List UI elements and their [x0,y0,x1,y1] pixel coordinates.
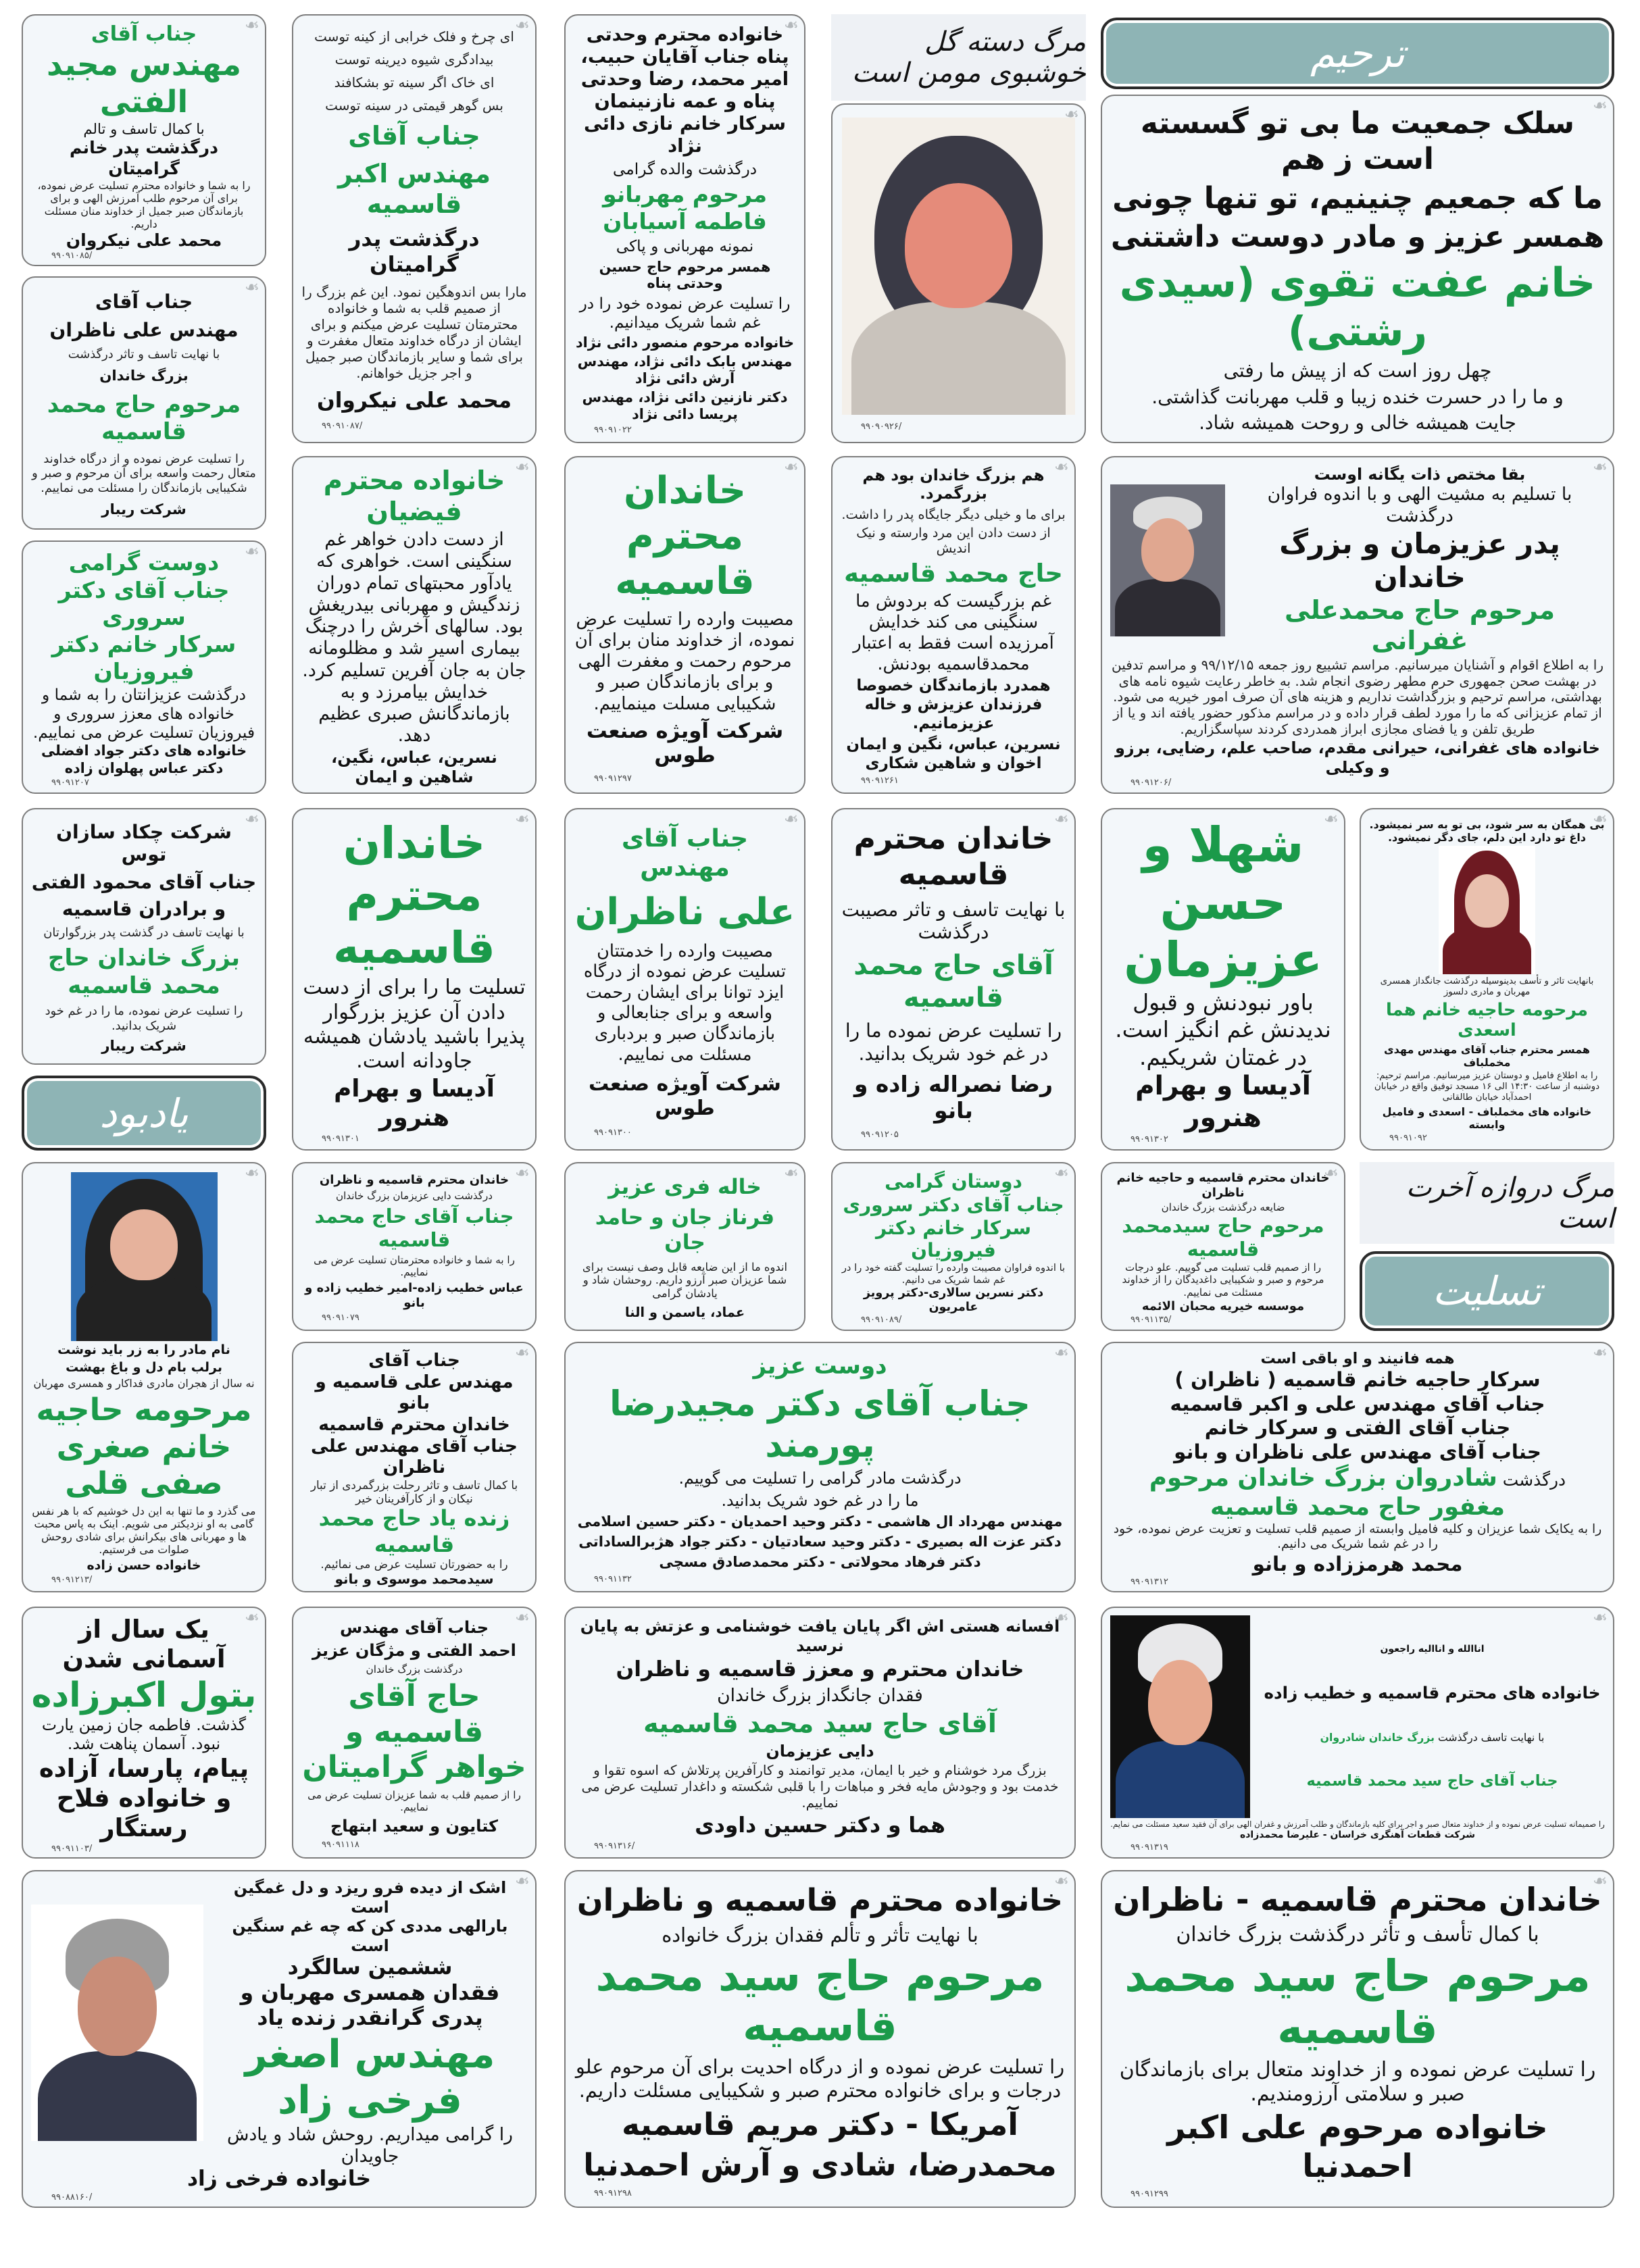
condolence-ad [22,1607,266,1859]
bold-text: نسرین، عباس، نگین، شاهین و ایمان [331,748,497,787]
heading-text: جناب آقای مهندس [339,1617,489,1637]
deceased-name: مرحوم حاج سید محمد قاسمیه [595,1951,1045,2050]
bold-text: همه فانیند و او باقی است [1260,1350,1455,1368]
small-text: ای خاک اگر سینه تو بشکافند [334,74,495,91]
heading-text: ما که جمعیم چنینیم، تو تنها چونی [1112,180,1603,216]
bold-text: موسسه خیریه محبان الائمه [1141,1299,1305,1313]
small-text: بانهایت تاثر و تأسف بدینوسیله درگذشت جانگداز همسری مهربان و مادری دلسوز [1380,976,1594,997]
ad-reference-number: ۹۹۰۹۱۲۹۸ [594,2188,632,2198]
highlight-name: دوست گرامی [68,549,220,576]
banner-title: مرگ دروازه آخرت است [1406,1171,1614,1234]
heading-text: فقدان همسری مهربان و پدری گرانقدر زنده یاد [240,1980,500,2031]
body-text: نمونه مهربانی و پاکی [616,237,754,256]
body-text: درگذشت عزیزانتان را به شما و خانواده های معزز سروری و فیروزیان تسلیت عرض می نماییم. [32,685,255,742]
condolence-ad [1101,456,1614,794]
bold-text: برلب بام دل و باغ بهشت [66,1359,222,1375]
ad-reference-number: ۹۹۰۹۱۳۱۲ [1130,1576,1168,1587]
bold-text: بزرگ خاندان [99,368,189,385]
condolence-ad [564,1162,805,1331]
small-text: را تسلیت عرض نموده و از درگاه خداوند متعال رحمت واسعه برای آن مرحوم و صبر و شکیبایی بازماندگان را مسئلت می نماییم. [32,451,256,495]
small-text: با کمال تاسف و تاثر رحلت بزرگمردی از تبار نیکان و از کارآفرینان خیر [310,1478,518,1506]
condolence-ad [564,1870,1076,2208]
condolence-ad [22,276,266,530]
ad-reference-number: ۹۹۰۹۱۲۱۳/ [51,1575,93,1586]
portrait-photo [1110,484,1225,636]
body-text: را تسلیت عرض نموده خود را در غم شما شریک میدانیم. [579,294,791,332]
small-text: بس گوهر قیمتی در سینه توست [325,97,503,114]
body-text: درگذشت والده گرامی [612,159,757,178]
ad-reference-number: ۹۹۰۹۱۰۲۲ [594,425,632,436]
deceased-name: جناب آقای دکتر مجیدرضا پورمند [610,1384,1030,1465]
heading-text: خاندان محترم و معزز قاسمیه و ناظران [616,1657,1024,1682]
heading-text: شرکت آویژه صنعت طوس [589,1072,781,1120]
photo-header-row [31,1878,527,2167]
body-text: باور نبودنش و قبول ندیدنش غم انگیز است. [1115,989,1331,1043]
heading-text: سرکار حاجیه خانم قاسمیه ( ناظران ) [1174,1368,1541,1392]
photo-side-text [213,1878,527,2167]
bold-text: عماد، یاسمن و النا [624,1305,745,1321]
condolence-ad [292,14,537,443]
highlight-name: جناب آقای دکتر سروری [58,576,230,630]
bold-text: همدرد بازماندگان خصوصا فرزندان عزیزش و خاله عزیزمانیم. [856,677,1051,732]
banner-title: ترحیم [1310,30,1406,76]
highlight-name: دوست عزیز [753,1353,887,1380]
body-text: با نهایت تاسف و تاثر مصیبت درگذشت [841,898,1066,944]
body-text: چهل روز است که از پیش ما رفتی [1223,359,1492,382]
ad-reference-number: ۹۹۰۹۱۲۹۷ [594,774,632,784]
section-banner [1101,18,1614,89]
heading-text: جناب آقای [95,290,193,313]
heading-text: خاندان محترم قاسمیه [853,822,1053,892]
small-text: با اندوه فراوان مصیبت وارده را تسلیت گفته خود را در غم شما شریک می دانیم. [841,1262,1066,1286]
ad-reference-number: ۹۹۰۹۱۳۱۶/ [594,1840,635,1851]
highlight-name: مرحوم مهربانو فاطمه آسیابان [602,181,768,235]
bold-text: خانواده های مخملباف - اسعدی و فامیل وابسته [1382,1105,1592,1132]
calligraphy-quote [831,14,1086,101]
heading-text: ششمین سالگرد [287,1955,453,1980]
body-text: با نهایت تاسف درگذشت [1434,1730,1545,1744]
body-text: درگذشت [1497,1470,1566,1490]
highlight-name: مهندس اکبر قاسمیه [337,158,491,220]
body-text: فقدان جانگداز بزرگ خاندان [717,1684,923,1706]
ad-reference-number: ۹۹۰۹۱۲۰۵ [861,1129,899,1140]
condolence-ad [292,456,537,794]
body-text: را تسلیت عرض نموده و از درگاه احدیت برای آن مرحوم علو درجات و برای خانواده محترم صبر و شکیبایی مسئلت داریم. [575,2055,1065,2102]
condolence-ad [831,456,1076,794]
ad-reference-number: ۹۹۰۹۱۲۶۱ [861,776,899,786]
body-text: ما را در غم خود شریک بدانید. [721,1491,919,1511]
condolence-ad [292,1162,537,1331]
heading-text: خانواده مرحوم علی اکبر احمدنیا [1167,2109,1548,2185]
deceased-name: حاج آقای قاسمیه و خواهر گرامیتان [302,1679,526,1785]
deceased-name: خاندان محترم قاسمیه [333,817,495,974]
highlight-name: سرکار خانم دکتر فیروزیان [875,1216,1032,1262]
condolence-ad [1101,808,1345,1151]
portrait-photo [842,118,1075,415]
small-text: بزرگ مرد خوشنام و خیر با ایمان، مدیر توانمند و کارآفرین پرتلاش که اسوه تقوا و خدمت بود و وجودش مایه فخر و مباهات را با قلبی شکسته و داغدار تسلیت عرض می نماییم. [581,1762,1059,1811]
highlight-name: حاج محمد قاسمیه [844,559,1063,588]
highlight-name: سرکار خانم دکتر فیروزیان [51,631,237,685]
heading-text: محمدرضا، شادی و آرش احمدنیا [583,2147,1057,2184]
ad-reference-number: ۹۹۰۹۱۰۷۹ [322,1313,359,1324]
bold-text: شرکت ریبار [101,501,187,518]
photo-header-row [1110,1615,1605,1818]
small-text: را از صمیم قلب تسلیت می گوییم. علو درجات مرحوم و صبر و شکیبایی داغدیدگان را از خداوند مسئلت می نماییم. [1122,1261,1324,1299]
bold-text: دکتر نازنین دائی نژاد، مهندس پریسا دائی نژاد [582,389,788,423]
body-text: را گرامی میداریم. روحش شاد و یادش جاویدان [226,2123,513,2167]
section-banner [1360,1251,1614,1331]
small-text: را صمیمانه تسلیت عرض نموده و از خداوند متعال صبر و اجر برای کلیه بازماندگان و طلب آمرزش و غفران الهی برای آن فقید سعید مسئلت می نمایم. [1110,1819,1605,1829]
deceased-name: بتول اکبرزاده [31,1674,257,1715]
bold-text: همسر محترم جناب آقای مهندس مهدی مخملباف [1383,1042,1591,1069]
condolence-ad [831,1162,1076,1331]
ad-reference-number: ۹۹۰۹۱۲۹۹ [1130,2189,1168,2200]
ad-reference-number: ۹۹۰۹۱۳۱۹ [1130,1842,1168,1853]
small-text: را به اطلاع اقوام و آشنایان میرسانیم. مراسم تشییع روز جمعه ۹۹/۱۲/۱۵ و مراسم تدفین در بهشت صحن جمهوری حرم مطهر رضوی انجام شد. به خاطر رعایت شیوه نامه های بهداشتی، مراسم ترحیم و بزرگداشت نداریم و هزینه های آن صرف امور خیریه می شود. از تمام عزیزانی که ما را مورد لطف قرار داده و در مراسم مذکور حضور یافته اند و یا از طریق تلفن و یا فضای مجازی ابراز همدردی کردند سپاسگزاریم. [1112,656,1604,738]
small-text: را به شما و خانواده محترم تسلیت عرض نموده، برای آن مرحوم طلب آمرزش الهی و برای بازماندگان صبر جمیل از خداوند منان مسئلت داریم. [37,178,251,231]
highlight-name: آقای حاج سید محمد قاسمیه [643,1708,997,1738]
heading-text: محمد هرمززاده و بانو [1252,1553,1463,1576]
body-text: درگذشت مادر گرامی را تسلیت می گوییم. [678,1469,962,1488]
bold-text: خاندان محترم قاسمیه و ناظران [319,1172,510,1187]
small-text: ضایعه درگذشت بزرگ خاندان [1161,1201,1285,1213]
body-text: جایت همیشه خالی و روحت همیشه شاد. [1199,411,1516,434]
heading-text: احمد الفتی و مژگان عزیز [312,1640,516,1660]
heading-text: و برادران قاسمیه [61,898,226,921]
bold-text: بارالهی مددی کن که چه غم سنگین است [232,1917,508,1955]
bold-text: سیدمحمد موسوی و بانو [334,1571,494,1588]
bold-text: عباس خطیب زاده-امیر خطیب زاده و بانو [305,1281,524,1310]
mixed-text-line [1320,1731,1545,1744]
banner-title: تسلیت [1432,1268,1542,1314]
condolence-ad [1360,808,1614,1151]
condolence-ad [292,808,537,1151]
heading-text: همسر عزیز و مادر دوست داشتنی [1110,220,1605,255]
condolence-ad [22,540,266,794]
deceased-name: مهندس مجید الفتی [46,47,242,120]
heading-text: درگذشت پدر گرامیتان [349,227,480,277]
body-text: با کمال تأسف و تأثر درگذشت بزرگ خاندان [1176,1923,1539,1947]
condolence-ad [564,808,805,1151]
condolence-ad [564,14,805,443]
small-text: را به یکایک شما عزیزان و کلیه فامیل وابسته از صمیم قلب تسلیت و تعزیت عرض نموده، خود را در غم شما شریک می دانیم. [1113,1522,1602,1552]
portrait-photo [1439,846,1535,974]
small-text: را به شما و خانواده محترمتان تسلیت عرض می نماییم. [314,1254,515,1279]
body-text: را تسلیت عرض نموده ما را در غم خود شریک بدانید. [845,1019,1062,1065]
bold-text: همسر مرحوم حاج حسین وحدتی پناه [599,258,771,292]
bold-text: اشک از دیده فرو ریزد و دل غمگین است [233,1878,507,1917]
heading-text: محمد علی نیکروان [66,230,222,251]
bold-text: دکتر فرهاد محولاتی - دکتر محمدصادق مسچی [659,1553,981,1571]
banner-title: یادبود [99,1090,189,1136]
bold-text: افسانه هستی اش اگر پایان یافت خوشنامی و عزتش به پایان نرسید [580,1617,1060,1655]
body-text: در غمتان شریکیم. [1139,1043,1308,1070]
bold-text: دکتر عزت اله بصیری - دکتر وحید سعادتیان - دکتر جواد هژبرالساداتی [578,1533,1062,1551]
condolence-ad [22,14,266,266]
body-text: غم بزرگیست که بردوش ما سنگینی می کند خدایش آمرزیده است فقط به اعتبار محمدقاسمیه بودنش. [853,591,1054,674]
small-text: با نهایت تاسف در گذشت پدر بزرگوارتان [43,925,245,940]
highlight-name: مرحوم حاج محمدعلی غفرانی [1285,595,1555,656]
highlight-name: مرحوم حاج سیدمحمد قاسمیه [1122,1213,1324,1261]
highlight-name: جناب آقای حاج محمد قاسمیه [314,1205,514,1251]
highlight-name: خانواده محترم فیضیان [323,465,505,528]
bold-text: شرکت قطعات آهنگری خراسان - علیرضا محمدزاده [1239,1830,1476,1841]
bold-text: خانواده های غفرانی، حیرانی مقدم، صاحب علم، رضایی، برزو و وکیلی [1115,738,1600,777]
highlight-name: آقای حاج محمد قاسمیه [853,950,1053,1014]
deceased-name: مهندس اصغر فرخی زاد [245,2032,495,2123]
ad-reference-number: ۹۹۰۹۱۰۹۲ [1389,1133,1427,1144]
condolence-ad [564,1342,1076,1592]
ad-reference-number: ۹۹۰۹۱۱۳۲ [594,1573,632,1584]
body-text: و ما را در حسرت خنده زیبا و قلب مهربانت گذاشتی. [1151,385,1564,408]
heading-text: کتایون و سعید ابتهاج [330,1817,499,1836]
photo-side-text [1235,465,1605,657]
deceased-name: خانم عفت تقوی (سیدی رشتی) [1119,259,1596,356]
heading-text: سلک جمعیت ما بی تو گسسته است ز هم [1140,106,1575,176]
heading-text: خانواده فرخی زاد [187,2167,372,2192]
highlight-name: زنده یاد حاج محمد قاسمیه [318,1505,510,1557]
deceased-name: مرحوم حاج سید محمد قاسمیه [1124,1950,1591,2054]
heading-text: شرکت آویژه صنعت طوس [586,719,784,768]
ad-reference-number: ۹۹۰۹۱۳۰۲ [1130,1134,1168,1145]
heading-text: مهندس علی ناظران [49,319,239,341]
highlight-name: دوستان گرامی [885,1170,1022,1193]
heading-text: آدیسا و بهرام هنرور [334,1075,495,1132]
heading-text: جناب آقای محمود الفتی [31,870,257,893]
small-text: اندوه ما از این ضایعه قابل وصف نیست برای شما عزیزان صبر آرزو داریم. روحشان شاد و یادشان گرامی [582,1260,788,1300]
small-text: را به اطلاع فامیل و دوستان عزیز میرسانیم. مراسم ترحیم: دوشنبه از ساعت ۱۴:۳۰ الی ۱۶ مسجد توفیق واقع در خیابان احمدآباد خیابان طالقانی [1374,1070,1600,1103]
highlight-name: شادروان بزرگ خاندان مرحوم مغفور حاج محمد قاسمیه [1149,1464,1505,1521]
heading-text: مهندس علی قاسمیه و بانو [315,1371,514,1414]
bold-text: دایی عزیزمان [766,1741,874,1761]
small-text: بیدادگری شیوه دیرینه توست [334,51,494,68]
deceased-name: شهلا و حسن عزیزمان [1124,816,1322,988]
highlight-name: بزرگ خاندان حاج محمد قاسمیه [47,944,241,999]
bold-text: بقا مختص ذات یگانه اوست [1314,464,1526,484]
body-text: مصیبت وارده را خدمتتان تسلیت عرض نموده از درگاه ایزد توانا برای ایشان رحمت واسعه و برای جنابعالی و بازماندگان صبر و بردباری مسئلت می نماییم. [583,940,787,1065]
condolence-ad [22,808,266,1065]
body-text: با کمال تاسف و تالم [83,120,205,138]
condolence-ad [1101,95,1614,443]
bold-text: اناالله و اناالیه راجعون [1380,1643,1485,1655]
condolence-ad [1101,1342,1614,1592]
highlight-name: جناب آقای مهندس [621,823,749,882]
highlight-name: مرحومه حاجیه خانم هما اسعدی [1385,999,1589,1041]
small-text: را از صمیم قلب به شما عزیزان تسلیت عرض می نماییم. [307,1788,521,1814]
highlight-name: جناب آقای حاج سید محمد قاسمیه [1306,1772,1558,1790]
body-text: از دست دادن خواهر غم سنگینی است. خواهری که یادآور محبتهای تمام دوران زندگیش و مهربانی بیدریغش بود. سالهای آخرش را درچنگ بیماری اسیر شد و مظلومانه جان به جان آفرین تسلیم کرد. خدایش بیامرزد و به بازماندگانش صبری عظیم دهد. [302,529,526,747]
bold-text: خانواده مرحوم منصور دائی نژاد [575,334,795,351]
highlight-name: فرناز جان و حامد جان [595,1205,775,1255]
condolence-ad [22,1870,537,2208]
ad-reference-number: ۹۹۰۹۱۱۳۵/ [1130,1314,1172,1325]
heading-text: خانواده های محترم قاسمیه و خطیب زاده [1264,1682,1601,1703]
ad-reference-number: ۹۹۰۹۱۱۱۸ [322,1840,359,1850]
small-text: با نهایت تاسف و تاثر درگذشت [68,347,220,362]
ad-reference-number: ۹۹۰۹۰۹۲۶/ [861,421,902,432]
bold-text: نسرین، عباس، نگین و ایمان اخوان و شاهین شکاری [846,736,1061,772]
small-text: درگذشت دایی عزیزمان بزرگ خاندان [336,1190,493,1203]
heading-text: آمریکا - دکتر مریم قاسمیه [622,2106,1018,2142]
bold-text: مهندس بابک دائی نژاد، مهندس آرش دائی نژاد [577,353,793,387]
photo-side-text [1260,1615,1605,1818]
bold-text: خانواده حسن زاده [86,1557,201,1573]
condolence-ad [292,1342,537,1592]
portrait-photo [71,1172,218,1341]
heading-text: خاندان محترم قاسمیه [318,1414,510,1436]
highlight-name: جناب آقای [348,121,480,151]
heading-text: پدر عزیزمان و بزرگ خاندان [1279,527,1560,595]
ad-reference-number: ۹۹۰۹۱۳۰۰ [594,1128,632,1138]
small-text: می گذرد و ما تنها به این دل خوشیم که با هر نفس گامی به او نزدیکتر می شویم. اینک به پاس محبت ها و مهربانی های بیکرانش برای شادی روحش صلوات می فرستیم. [32,1504,256,1557]
ad-reference-number: ۹۹۰۹۱۰۸۷/ [322,420,363,431]
section-banner [22,1076,266,1151]
heading-text: خاندان محترم قاسمیه - ناظران [1113,1881,1602,1919]
ad-reference-number: ۹۹۰۸۸۱۶۰/ [51,2192,93,2203]
body-text: با نهایت تأثر و تألم فقدان بزرگ خانواده [662,1923,978,1946]
condolence-ad [1101,1162,1345,1331]
mixed-text-line [1110,1464,1605,1521]
heading-text: یک سال از آسمانی شدن [62,1615,226,1674]
banner-title: مرگ دسته گل خوشبوی مومن است [851,26,1086,89]
highlight-name: جناب آقای دکتر سروری [843,1193,1064,1216]
condolence-ad [831,808,1076,1151]
condolence-ad [292,1607,537,1859]
heading-text: پیام، پارسا، آزاده و خانواده فلاح رستگار [39,1753,249,1843]
bold-text: شرکت ریبار [101,1037,187,1055]
small-text: درگذشت بزرگ خاندان [366,1663,463,1676]
portrait-photo [31,1905,203,2141]
small-text: برای ما و خیلی دیگر جایگاه پدر را داشت. [841,506,1066,522]
ad-reference-number: ۹۹۰۹۱۰۸۹/ [861,1315,902,1326]
bold-text: دکتر نسرین سالاری-دکتر پرویز عامریون [863,1286,1044,1314]
highlight-name: جناب آقای [91,22,197,46]
small-text: مارا بس اندوهگین نمود. این غم بزرگ را از صمیم قلب به شما و خانواده محترمتان تسلیت عرض میکنم و برای ایشان از درگاه خداوند متعال مغفرت و برای شما و سایر بازماندگان صبر جمیل و اجر جزیل خواهانم. [301,284,527,382]
calligraphy-quote [1360,1162,1614,1244]
heading-text: محمد علی نیکروان [316,388,512,413]
condolence-ad [831,103,1086,443]
portrait-photo [1110,1615,1250,1818]
bold-text: هم بزرگ خاندان بود هم بزرگمرد. [862,466,1045,503]
highlight-name: مرحوم حاج محمد قاسمیه [47,390,241,446]
ad-reference-number: ۹۹۰۹۱۲۰۶/ [1130,778,1172,788]
heading-text: جناب آقای مهندس علی ناظران [311,1435,518,1478]
small-text: از دست دادن این مرد وارسته و نیک اندیش [856,524,1051,557]
heading-text: خانواده محترم وحدتی پناه جناب آقایان حبیب، امیر محمد، رضا وحدتی پناه و عمه نازنینمان سرکار خانم نازی دائی نژاد [580,24,789,157]
heading-text: جناب آقای مهندس علی ناظران و بانو [1174,1440,1541,1463]
ad-reference-number: ۹۹۰۹۱۰۸۵/ [51,251,93,261]
body-text: مصیبت وارده را تسلیت عرض نموده، از خداوند منان برای آن مرحوم رحمت و مغفرت الهی و برای بازماندگان صبر و شکیبایی مسلت مینماییم. [574,609,795,714]
small-text: را تسلیت عرض نموده، ما را در غم خود شریک بدانید. [45,1004,243,1033]
deceased-name: مرحومه حاجیه خانم صغری صفی قلی [36,1391,252,1502]
heading-text: جناب آقای [368,1350,460,1371]
ad-reference-number: ۹۹۰۹۱۱۰۳/ [51,1843,93,1854]
heading-text: رضا نصراله زاده و بانو [853,1070,1053,1124]
deceased-name: خاندان محترم قاسمیه [615,468,755,603]
condolence-ad [22,1162,266,1592]
ad-reference-number: ۹۹۰۹۱۳۰۱ [322,1134,359,1144]
body-text: با تسلیم به مشیت الهی و با اندوه فراوان درگذشت [1267,484,1572,527]
bold-text: مهندس مهرداد ال هاشمی - دکتر وحید احمدیان - دکتر حسین اسلامی [577,1513,1063,1531]
condolence-ad [564,456,805,794]
bold-text: نام مادر را به زر باید نوشت [57,1342,230,1358]
bold-text: خاندان محترم قاسمیه و حاجیه خانم ناظران [1116,1171,1330,1200]
highlight-name: خاله فری عزیز [608,1175,762,1200]
condolence-ad [564,1607,1076,1859]
bold-text: دکتر عباس پهلوان زاده [64,760,224,777]
deceased-name: علی ناظران [574,889,795,933]
condolence-ad [1101,1607,1614,1859]
heading-text: هما و دکتر حسین داودی [695,1813,945,1838]
body-text: را تسلیت عرض نموده و از خداوند متعال برای بازماندگان صبر و سلامتی آرزومندیم. [1119,2057,1596,2106]
heading-text: آدیسا و بهرام هنرور [1135,1070,1311,1133]
small-text: را به حضورتان تسلیت عرض می نمائیم. [320,1557,508,1571]
ad-reference-number: ۹۹۰۹۱۲۰۷ [51,778,89,788]
heading-text: خانواده محترم قاسمیه و ناظران [576,1882,1064,1919]
bold-text: بی همگان به سر شود، بی تو به سر نمیشود. داغ تو دارد این دلم، جای دگر نمیشود. [1369,817,1605,844]
photo-header-row [1110,465,1605,657]
heading-text: جناب آقای الفتی و سرکار خانم [1204,1416,1511,1440]
condolence-ad [1101,1870,1614,2208]
bold-text: خانواده های دکتر جواد افضلی [41,742,247,759]
small-text: ای چرخ و فلک خرابی از کینه توست [314,28,514,45]
heading-text: درگذشت پدر خانم گرامیتان [70,138,218,178]
heading-text: شرکت چکاد سازان توس [56,820,232,866]
small-text: نه سال از هجران مادری فداکار و همسری مهربان [33,1377,255,1390]
body-text: تسلیت ما را برای از دست دادن آن عزیز بزرگوار پذیرا باشید یادشان همیشه جاودانه است. [303,976,526,1074]
heading-text: جناب آقای مهندس علی و اکبر قاسمیه [1170,1392,1545,1415]
highlight-text: بزرگ خاندان شادروان [1320,1730,1435,1744]
body-text: گذشت. فاطمه جان زمین یارت نبود. آسمان پناهت شد. [41,1715,247,1754]
